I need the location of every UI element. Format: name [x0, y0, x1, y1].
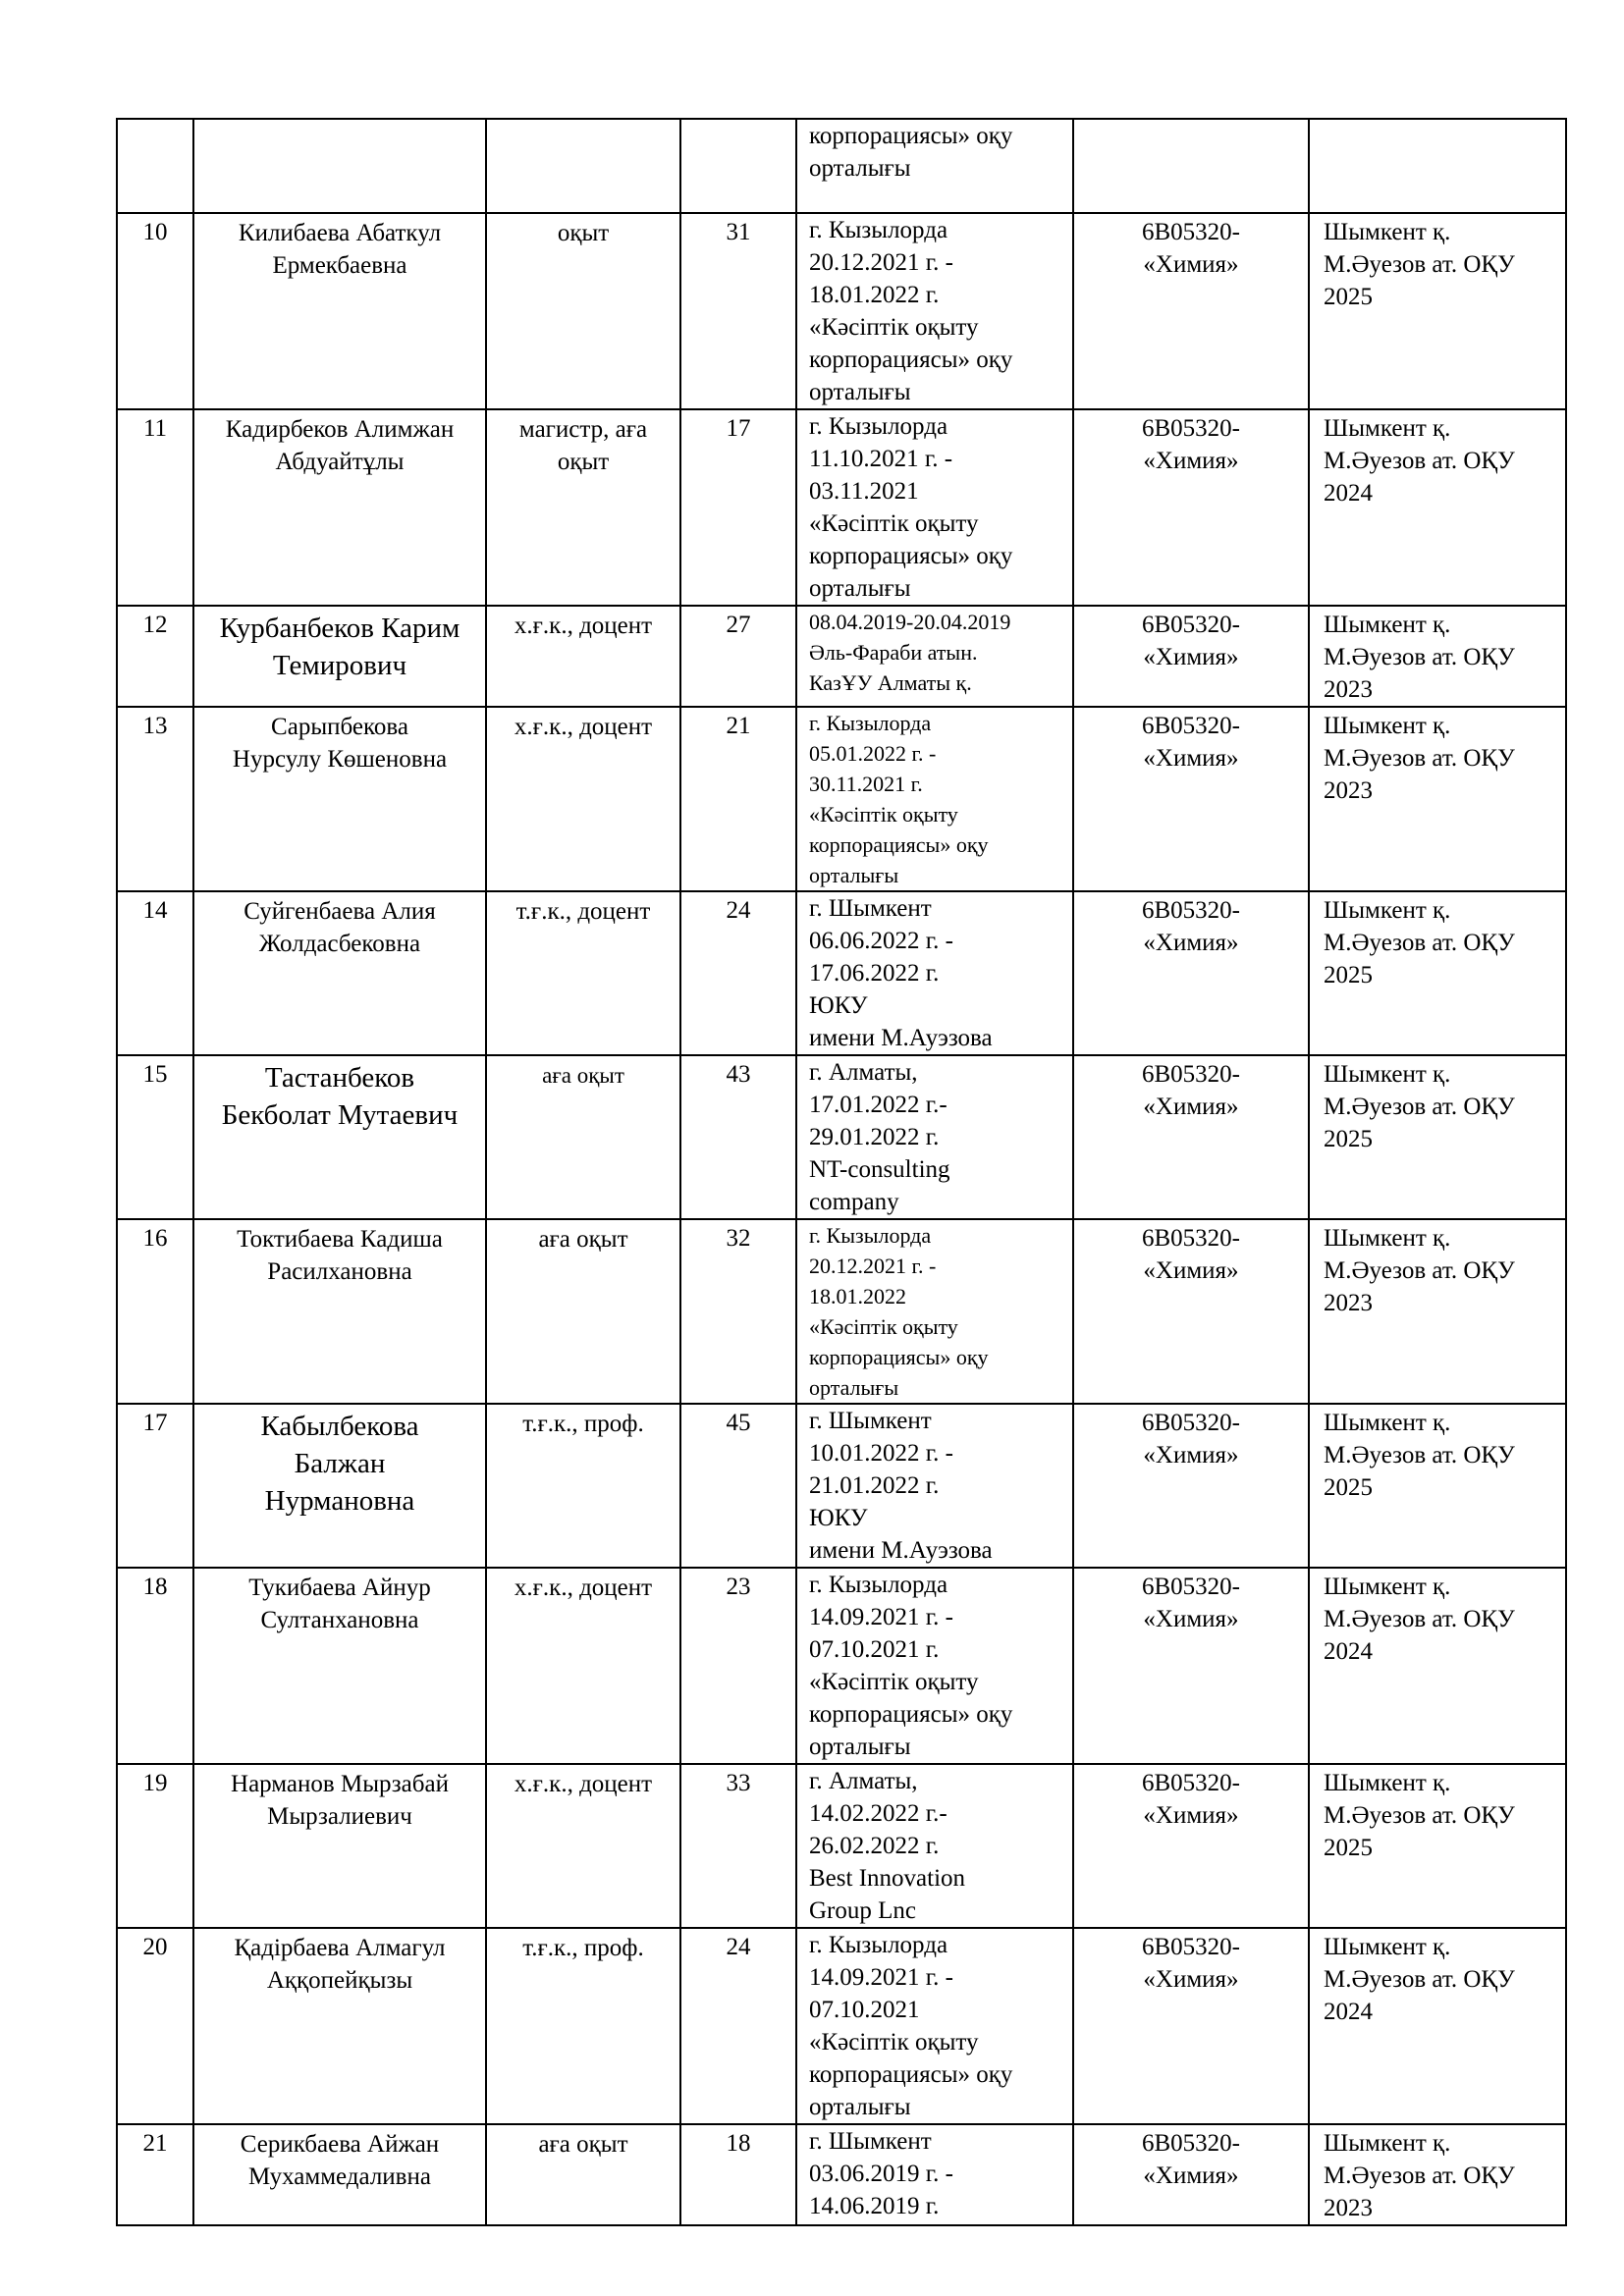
course-info-line: орталығы	[809, 379, 911, 405]
full-name-line: Кадирбеков Алимжан	[225, 416, 455, 443]
table-row	[117, 606, 1566, 707]
course-info-cell	[796, 1568, 1073, 1764]
plan-line: Шымкент қ.	[1324, 1225, 1451, 1252]
degree-line: х.ғ.к., доцент	[514, 1771, 653, 1797]
row-number-cell: 21	[117, 2124, 193, 2225]
full-name-line: Нурсулу Көшеновна	[232, 746, 448, 773]
degree-line: оқыт	[557, 220, 610, 246]
plan-cell	[1309, 1055, 1566, 1219]
row-number-cell: 13	[117, 707, 193, 891]
course-info-cell	[796, 1055, 1073, 1219]
course-info-cell	[796, 409, 1073, 606]
degree-line: аға оқыт	[538, 1226, 628, 1253]
degree-cell	[486, 1568, 680, 1764]
specialty-cell	[1073, 1055, 1309, 1219]
specialty-line: 6В05320-	[1142, 713, 1240, 739]
course-info-line: КазҰУ Алматы қ.	[809, 670, 972, 695]
plan-line: Шымкент қ.	[1324, 713, 1451, 739]
plan-line: Шымкент қ.	[1324, 219, 1451, 245]
full-name-cell	[193, 1404, 486, 1568]
degree-cell	[486, 2124, 680, 2225]
degree-cell	[486, 891, 680, 1055]
course-info-line: 18.01.2022 г.	[809, 282, 940, 308]
course-info-line: 14.06.2019 г.	[809, 2193, 940, 2219]
degree-line: аға оқыт	[542, 1063, 624, 1088]
hours-cell	[680, 119, 796, 213]
specialty-cell	[1073, 707, 1309, 891]
specialty-line: «Химия»	[1143, 745, 1239, 772]
course-info-line: «Кәсіптік оқыту	[809, 510, 979, 537]
full-name-line: Мухаммедаливна	[248, 2163, 431, 2190]
course-info-line: Best Innovation	[809, 1865, 966, 1892]
full-name-line: Серикбаева Айжан	[240, 2131, 440, 2158]
full-name-line: Сарыпбекова	[271, 714, 408, 740]
degree-cell	[486, 707, 680, 891]
hours-cell: 31	[680, 213, 796, 409]
plan-line: М.Әуезов ат. ОҚУ	[1324, 1966, 1515, 1993]
degree-line: т.ғ.к., доцент	[515, 898, 651, 925]
full-name-line: Килибаева Абаткул	[238, 220, 442, 246]
course-info-cell	[796, 707, 1073, 891]
course-info-line: имени М.Ауэзова	[809, 1025, 993, 1051]
course-info-line: г. Шымкент	[809, 1408, 932, 1434]
full-name-cell	[193, 2124, 486, 2225]
hours-cell: 23	[680, 1568, 796, 1764]
plan-line: Шымкент қ.	[1324, 1410, 1451, 1436]
course-info-line: корпорациясы» оқу	[809, 2061, 1013, 2088]
table-row	[117, 213, 1566, 409]
table-row	[117, 707, 1566, 891]
specialty-line: «Химия»	[1143, 1966, 1239, 1993]
course-info-line: 06.06.2022 г. -	[809, 928, 954, 954]
full-name-cell	[193, 409, 486, 606]
specialty-cell	[1073, 1568, 1309, 1764]
full-name-line: Нурмановна	[264, 1485, 415, 1517]
course-info-line: корпорациясы» оқу	[809, 347, 1013, 373]
table-row	[117, 1404, 1566, 1568]
course-info-line: корпорациясы» оқу	[809, 123, 1013, 149]
course-info-line: «Кәсіптік оқыту	[809, 802, 958, 827]
table-row	[117, 1055, 1566, 1219]
hours-cell: 43	[680, 1055, 796, 1219]
degree-line: х.ғ.к., доцент	[514, 714, 653, 740]
plan-cell	[1309, 213, 1566, 409]
plan-line: Шымкент қ.	[1324, 1574, 1451, 1600]
plan-cell	[1309, 891, 1566, 1055]
degree-line: аға оқыт	[538, 2131, 628, 2158]
course-info-line: 14.02.2022 г.-	[809, 1800, 947, 1827]
specialty-line: «Химия»	[1143, 251, 1239, 278]
table-row	[117, 891, 1566, 1055]
course-info-line: г. Кызылорда	[809, 413, 948, 440]
course-info-line: 10.01.2022 г. -	[809, 1440, 954, 1467]
row-number-cell	[117, 119, 193, 213]
degree-line: оқыт	[557, 449, 610, 475]
specialty-line: 6В05320-	[1142, 1934, 1240, 1960]
course-info-line: имени М.Ауэзова	[809, 1537, 993, 1564]
full-name-line: Балжан	[294, 1448, 386, 1479]
full-name-line: Нарманов Мырзабай	[231, 1771, 449, 1797]
plan-line: 2025	[1324, 284, 1373, 310]
specialty-line: «Химия»	[1143, 1257, 1239, 1284]
hours-cell: 24	[680, 1928, 796, 2124]
degree-cell	[486, 606, 680, 707]
course-info-line: орталығы	[809, 1734, 911, 1760]
full-name-line: Суйгенбаева Алия	[244, 898, 436, 925]
degree-cell	[486, 409, 680, 606]
course-info-line: 26.02.2022 г.	[809, 1833, 940, 1859]
hours-cell: 45	[680, 1404, 796, 1568]
course-info-line: г. Алматы,	[809, 1768, 918, 1794]
course-info-line: ЮКУ	[809, 1505, 868, 1531]
course-info-line: корпорациясы» оқу	[809, 1345, 989, 1369]
plan-line: М.Әуезов ат. ОҚУ	[1324, 1442, 1515, 1468]
plan-line: Шымкент қ.	[1324, 1061, 1451, 1088]
degree-line: т.ғ.к., проф.	[522, 1935, 644, 1961]
specialty-line: 6В05320-	[1142, 897, 1240, 924]
degree-cell	[486, 119, 680, 213]
degree-cell	[486, 1055, 680, 1219]
course-info-line: г. Алматы,	[809, 1059, 918, 1086]
plan-cell	[1309, 409, 1566, 606]
full-name-line: Темирович	[272, 650, 407, 681]
course-info-line: г. Шымкент	[809, 895, 932, 922]
course-info-line: орталығы	[809, 575, 911, 602]
table-row	[117, 1764, 1566, 1928]
specialty-line: «Химия»	[1143, 1094, 1239, 1120]
full-name-line: Бекболат Мутаевич	[221, 1099, 459, 1131]
course-info-cell	[796, 891, 1073, 1055]
row-number-cell: 12	[117, 606, 193, 707]
plan-line: 2024	[1324, 480, 1373, 507]
degree-cell	[486, 1764, 680, 1928]
course-info-line: г. Шымкент	[809, 2128, 932, 2155]
hours-cell: 27	[680, 606, 796, 707]
hours-cell: 18	[680, 2124, 796, 2225]
full-name-cell	[193, 213, 486, 409]
row-number-cell: 10	[117, 213, 193, 409]
specialty-line: 6В05320-	[1142, 219, 1240, 245]
course-info-line: «Кәсіптік оқыту	[809, 1669, 979, 1695]
course-info-line: 03.11.2021	[809, 478, 919, 505]
degree-line: т.ғ.к., проф.	[522, 1411, 644, 1437]
specialty-line: 6В05320-	[1142, 1770, 1240, 1796]
specialty-line: 6В05320-	[1142, 1225, 1240, 1252]
course-info-line: company	[809, 1189, 899, 1215]
course-info-line: г. Кызылорда	[809, 1572, 948, 1598]
full-name-line: Тастанбеков	[264, 1062, 415, 1094]
plan-line: Шымкент қ.	[1324, 612, 1451, 638]
course-info-line: 05.01.2022 г. -	[809, 741, 937, 766]
course-info-line: Group Lnc	[809, 1897, 916, 1924]
specialty-line: 6В05320-	[1142, 415, 1240, 442]
course-info-line: 11.10.2021 г. -	[809, 446, 953, 472]
hours-cell: 24	[680, 891, 796, 1055]
row-number-cell: 19	[117, 1764, 193, 1928]
table-row	[117, 1568, 1566, 1764]
course-info-line: «Кәсіптік оқыту	[809, 314, 979, 341]
full-name-cell	[193, 1055, 486, 1219]
plan-cell	[1309, 1219, 1566, 1404]
course-info-cell	[796, 119, 1073, 213]
specialty-line: 6В05320-	[1142, 2130, 1240, 2157]
row-number-cell: 17	[117, 1404, 193, 1568]
row-number-cell: 16	[117, 1219, 193, 1404]
course-info-line: NT-consulting	[809, 1156, 950, 1183]
full-name-line: Жолдасбековна	[258, 931, 421, 957]
degree-line: магистр, аға	[518, 416, 648, 443]
specialty-line: «Химия»	[1143, 1442, 1239, 1468]
full-name-line: Расилхановна	[267, 1258, 412, 1285]
course-info-line: 14.09.2021 г. -	[809, 1604, 954, 1630]
specialty-cell	[1073, 1764, 1309, 1928]
course-info-line: орталығы	[809, 1375, 899, 1400]
plan-line: М.Әуезов ат. ОҚУ	[1324, 745, 1515, 772]
course-info-line: 03.06.2019 г. -	[809, 2161, 954, 2187]
full-name-cell	[193, 1764, 486, 1928]
full-name-line: Қадірбаева Алмагул	[234, 1935, 446, 1961]
table-row	[117, 409, 1566, 606]
hours-cell: 17	[680, 409, 796, 606]
specialty-line: «Химия»	[1143, 930, 1239, 956]
full-name-line: Кабылбекова	[260, 1411, 419, 1442]
specialty-cell	[1073, 606, 1309, 707]
plan-line: Шымкент қ.	[1324, 415, 1451, 442]
specialty-line: «Химия»	[1143, 1802, 1239, 1829]
row-number-cell: 14	[117, 891, 193, 1055]
full-name-line: Токтибаева Кадиша	[237, 1226, 443, 1253]
specialty-cell	[1073, 119, 1309, 213]
course-info-line: Әль-Фараби атын.	[809, 640, 978, 665]
specialty-cell	[1073, 213, 1309, 409]
plan-cell	[1309, 707, 1566, 891]
plan-line: М.Әуезов ат. ОҚУ	[1324, 1257, 1515, 1284]
specialty-line: «Химия»	[1143, 1606, 1239, 1632]
specialty-line: 6В05320-	[1142, 1574, 1240, 1600]
course-info-line: г. Кызылорда	[809, 711, 932, 735]
plan-line: 2025	[1324, 1835, 1373, 1861]
table-row	[117, 1928, 1566, 2124]
course-info-line: орталығы	[809, 155, 911, 182]
plan-line: 2025	[1324, 962, 1373, 988]
plan-line: Шымкент қ.	[1324, 897, 1451, 924]
course-info-cell	[796, 1219, 1073, 1404]
course-info-line: 21.01.2022 г.	[809, 1472, 940, 1499]
course-info-line: 17.06.2022 г.	[809, 960, 940, 987]
degree-cell	[486, 213, 680, 409]
plan-line: М.Әуезов ат. ОҚУ	[1324, 1802, 1515, 1829]
degree-line: х.ғ.к., доцент	[514, 1575, 653, 1601]
course-info-line: ЮКУ	[809, 992, 868, 1019]
specialty-line: 6В05320-	[1142, 612, 1240, 638]
course-info-cell	[796, 1928, 1073, 2124]
course-info-line: 17.01.2022 г.-	[809, 1092, 947, 1118]
full-name-cell	[193, 707, 486, 891]
full-name-line: Султанхановна	[260, 1607, 419, 1633]
course-info-line: 18.01.2022	[809, 1284, 906, 1308]
course-info-line: 07.10.2021	[809, 1997, 920, 2023]
course-info-line: корпорациясы» оқу	[809, 832, 989, 857]
full-name-cell	[193, 606, 486, 707]
plan-line: 2025	[1324, 1126, 1373, 1152]
row-number-cell: 18	[117, 1568, 193, 1764]
plan-line: М.Әуезов ат. ОҚУ	[1324, 1606, 1515, 1632]
specialty-line: 6В05320-	[1142, 1061, 1240, 1088]
full-name-line: Курбанбеков Карим	[219, 613, 460, 644]
plan-line: 2024	[1324, 1638, 1373, 1665]
course-info-line: «Кәсіптік оқыту	[809, 1314, 958, 1339]
plan-line: 2024	[1324, 1999, 1373, 2025]
plan-line: М.Әуезов ат. ОҚУ	[1324, 644, 1515, 670]
plan-cell	[1309, 1404, 1566, 1568]
course-info-line: корпорациясы» оқу	[809, 543, 1013, 569]
plan-cell	[1309, 1568, 1566, 1764]
plan-line: 2023	[1324, 777, 1373, 804]
plan-line: М.Әуезов ат. ОҚУ	[1324, 930, 1515, 956]
specialty-cell	[1073, 1404, 1309, 1568]
row-number-cell: 20	[117, 1928, 193, 2124]
course-info-line: г. Кызылорда	[809, 1223, 932, 1248]
full-name-cell	[193, 1219, 486, 1404]
course-info-line: г. Кызылорда	[809, 1932, 948, 1958]
course-info-line: г. Кызылорда	[809, 217, 948, 243]
full-name-line: Абдуайтұлы	[275, 449, 405, 475]
degree-cell	[486, 1928, 680, 2124]
course-info-cell	[796, 2124, 1073, 2225]
plan-line: М.Әуезов ат. ОҚУ	[1324, 2163, 1515, 2189]
plan-cell	[1309, 606, 1566, 707]
course-info-line: орталығы	[809, 2094, 911, 2120]
degree-cell	[486, 1404, 680, 1568]
plan-line: 2023	[1324, 676, 1373, 703]
course-info-line: корпорациясы» оқу	[809, 1701, 1013, 1728]
full-name-cell	[193, 1568, 486, 1764]
hours-cell: 21	[680, 707, 796, 891]
course-info-line: 20.12.2021 г. -	[809, 1254, 937, 1278]
course-info-cell	[796, 213, 1073, 409]
plan-line: М.Әуезов ат. ОҚУ	[1324, 1094, 1515, 1120]
specialty-cell	[1073, 891, 1309, 1055]
specialty-line: «Химия»	[1143, 2163, 1239, 2189]
plan-line: М.Әуезов ат. ОҚУ	[1324, 448, 1515, 474]
specialty-line: «Химия»	[1143, 448, 1239, 474]
full-name-cell	[193, 1928, 486, 2124]
course-info-line: 29.01.2022 г.	[809, 1124, 940, 1150]
row-number-cell: 15	[117, 1055, 193, 1219]
full-name-line: Мырзалиевич	[267, 1803, 412, 1830]
specialty-cell	[1073, 2124, 1309, 2225]
course-info-line: орталығы	[809, 863, 899, 887]
table-row	[117, 2124, 1566, 2225]
course-info-line: 20.12.2021 г. -	[809, 249, 954, 276]
full-name-line: Ермекбаевна	[272, 252, 407, 279]
plan-line: М.Әуезов ат. ОҚУ	[1324, 251, 1515, 278]
course-info-line: 07.10.2021 г.	[809, 1636, 940, 1663]
plan-line: 2023	[1324, 1290, 1373, 1316]
staff-table	[116, 118, 1567, 2226]
plan-line: Шымкент қ.	[1324, 2130, 1451, 2157]
course-info-line: 30.11.2021 г.	[809, 772, 923, 796]
degree-line: х.ғ.к., доцент	[514, 613, 653, 639]
course-info-cell	[796, 1764, 1073, 1928]
course-info-cell	[796, 1404, 1073, 1568]
specialty-cell	[1073, 1928, 1309, 2124]
plan-cell	[1309, 1764, 1566, 1928]
hours-cell: 32	[680, 1219, 796, 1404]
table-row	[117, 1219, 1566, 1404]
course-info-line: 14.09.2021 г. -	[809, 1964, 954, 1991]
plan-line: 2023	[1324, 2195, 1373, 2221]
degree-cell	[486, 1219, 680, 1404]
plan-cell	[1309, 1928, 1566, 2124]
plan-cell	[1309, 119, 1566, 213]
plan-line: Шымкент қ.	[1324, 1934, 1451, 1960]
plan-line: Шымкент қ.	[1324, 1770, 1451, 1796]
course-info-line: «Кәсіптік оқыту	[809, 2029, 979, 2056]
full-name-line: Тукибаева Айнур	[248, 1575, 431, 1601]
specialty-cell	[1073, 409, 1309, 606]
table-body	[117, 119, 1566, 2225]
table-row	[117, 119, 1566, 213]
plan-line: 2025	[1324, 1474, 1373, 1501]
full-name-cell	[193, 119, 486, 213]
specialty-line: 6В05320-	[1142, 1410, 1240, 1436]
full-name-line: Аққопейқызы	[266, 1967, 413, 1994]
specialty-cell	[1073, 1219, 1309, 1404]
plan-cell	[1309, 2124, 1566, 2225]
course-info-line: 08.04.2019-20.04.2019	[809, 610, 1011, 634]
full-name-cell	[193, 891, 486, 1055]
hours-cell: 33	[680, 1764, 796, 1928]
row-number-cell: 11	[117, 409, 193, 606]
specialty-line: «Химия»	[1143, 644, 1239, 670]
course-info-cell	[796, 606, 1073, 707]
